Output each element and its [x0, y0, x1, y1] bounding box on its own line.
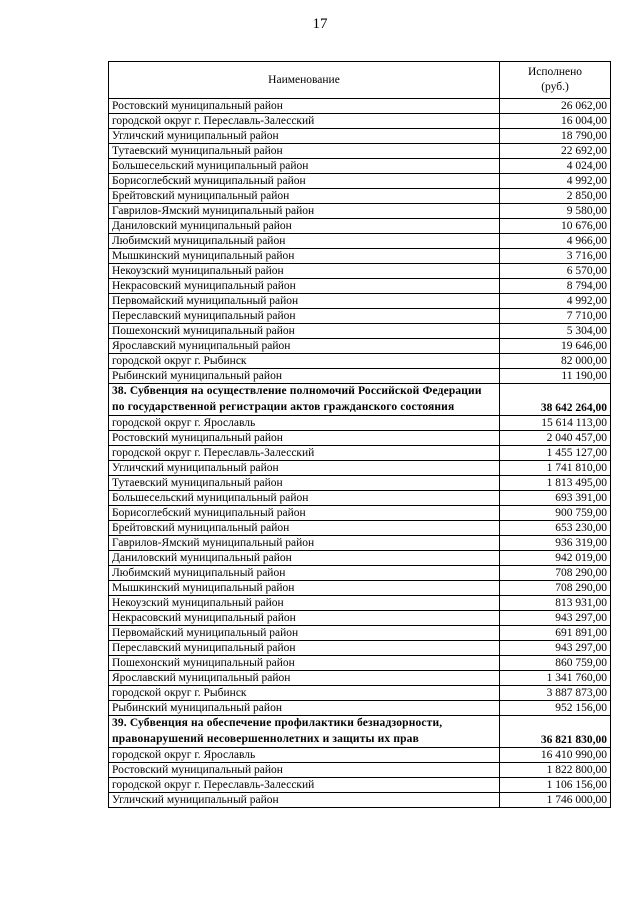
table-row	[109, 521, 611, 536]
row-name: Ярославский муниципальный район	[109, 339, 500, 354]
row-value: 708 290,00	[500, 581, 611, 596]
row-value: 1 822 800,00	[500, 763, 611, 778]
row-value: 813 931,00	[500, 596, 611, 611]
row-value: 693 391,00	[500, 491, 611, 506]
section-total: 36 821 830,00	[500, 716, 611, 748]
table-row	[109, 294, 611, 309]
table-row	[109, 581, 611, 596]
row-name: Некрасовский муниципальный район	[109, 279, 500, 294]
row-name: Даниловский муниципальный район	[109, 219, 500, 234]
row-value: 3 887 873,00	[500, 686, 611, 701]
row-name: городской округ г. Рыбинск	[109, 686, 500, 701]
row-value: 952 156,00	[500, 701, 611, 716]
row-value: 943 297,00	[500, 611, 611, 626]
row-value: 2 850,00	[500, 189, 611, 204]
row-name: Угличский муниципальный район	[109, 461, 500, 476]
row-value: 936 319,00	[500, 536, 611, 551]
row-value: 943 297,00	[500, 641, 611, 656]
row-name: городской округ г. Рыбинск	[109, 354, 500, 369]
row-name: Некрасовский муниципальный район	[109, 611, 500, 626]
row-value: 4 992,00	[500, 174, 611, 189]
header-name: Наименование	[109, 62, 500, 99]
table-row	[109, 536, 611, 551]
table-row	[109, 129, 611, 144]
row-value: 16 004,00	[500, 114, 611, 129]
table-row	[109, 99, 611, 114]
row-name: Некоузский муниципальный район	[109, 596, 500, 611]
table-body	[109, 99, 611, 808]
row-name: городской округ г. Переславль-Залесский	[109, 446, 500, 461]
row-name: Рыбинский муниципальный район	[109, 369, 500, 384]
table-row	[109, 279, 611, 294]
row-name: Тутаевский муниципальный район	[109, 144, 500, 159]
row-name: Первомайский муниципальный район	[109, 626, 500, 641]
row-name: Ростовский муниципальный район	[109, 99, 500, 114]
header-value-line1: Исполнено	[527, 66, 583, 78]
row-value: 5 304,00	[500, 324, 611, 339]
header-value-line2: (руб.)	[541, 81, 569, 93]
row-value: 3 716,00	[500, 249, 611, 264]
row-name: городской округ г. Переславль-Залесский	[109, 778, 500, 793]
row-value: 82 000,00	[500, 354, 611, 369]
table-row	[109, 144, 611, 159]
table-row	[109, 159, 611, 174]
row-name: Ростовский муниципальный район	[109, 763, 500, 778]
table-row	[109, 656, 611, 671]
row-value: 2 040 457,00	[500, 431, 611, 446]
row-value: 900 759,00	[500, 506, 611, 521]
row-value: 11 190,00	[500, 369, 611, 384]
table-row	[109, 476, 611, 491]
row-name: Ярославский муниципальный район	[109, 671, 500, 686]
table-row	[109, 671, 611, 686]
row-value: 16 410 990,00	[500, 748, 611, 763]
table-header-row	[109, 62, 611, 99]
row-value: 1 813 495,00	[500, 476, 611, 491]
row-name: Первомайский муниципальный район	[109, 294, 500, 309]
table-row	[109, 309, 611, 324]
table-row	[109, 324, 611, 339]
row-value: 6 570,00	[500, 264, 611, 279]
row-value: 942 019,00	[500, 551, 611, 566]
table-row	[109, 763, 611, 778]
table-row	[109, 641, 611, 656]
row-name: Даниловский муниципальный район	[109, 551, 500, 566]
row-value: 8 794,00	[500, 279, 611, 294]
section-row	[109, 384, 611, 416]
row-name: Угличский муниципальный район	[109, 129, 500, 144]
table-row	[109, 446, 611, 461]
row-name: Брейтовский муниципальный район	[109, 189, 500, 204]
section-title: 39. Субвенция на обеспечение профилактики безнадзорности, правонарушений несовершеннолетних и защиты их прав	[109, 716, 500, 748]
row-name: Борисоглебский муниципальный район	[109, 174, 500, 189]
table-row	[109, 701, 611, 716]
row-value: 9 580,00	[500, 204, 611, 219]
row-value: 1 455 127,00	[500, 446, 611, 461]
table-row	[109, 204, 611, 219]
table-row	[109, 219, 611, 234]
table-row	[109, 778, 611, 793]
row-name: городской округ г. Ярославль	[109, 748, 500, 763]
row-value: 4 992,00	[500, 294, 611, 309]
row-value: 19 646,00	[500, 339, 611, 354]
row-name: Борисоглебский муниципальный район	[109, 506, 500, 521]
row-value: 18 790,00	[500, 129, 611, 144]
row-name: Любимский муниципальный район	[109, 566, 500, 581]
budget-table	[108, 61, 611, 808]
row-name: Гаврилов-Ямский муниципальный район	[109, 536, 500, 551]
row-name: Пошехонский муниципальный район	[109, 656, 500, 671]
table-row	[109, 686, 611, 701]
row-name: Угличский муниципальный район	[109, 793, 500, 808]
table-row	[109, 748, 611, 763]
row-value: 4 966,00	[500, 234, 611, 249]
row-name: Мышкинский муниципальный район	[109, 249, 500, 264]
row-value: 4 024,00	[500, 159, 611, 174]
section-title: 38. Субвенция на осуществление полномочий Российской Федерации по государственной регистрации актов гражданского состояния	[109, 384, 500, 416]
row-name: Гаврилов-Ямский муниципальный район	[109, 204, 500, 219]
table-row	[109, 596, 611, 611]
row-name: Тутаевский муниципальный район	[109, 476, 500, 491]
table-row	[109, 491, 611, 506]
row-value: 26 062,00	[500, 99, 611, 114]
row-name: Большесельский муниципальный район	[109, 159, 500, 174]
row-value: 1 741 810,00	[500, 461, 611, 476]
row-value: 1 106 156,00	[500, 778, 611, 793]
row-value: 1 746 000,00	[500, 793, 611, 808]
table-row	[109, 189, 611, 204]
row-value: 691 891,00	[500, 626, 611, 641]
table-row	[109, 611, 611, 626]
table-row	[109, 461, 611, 476]
table-row	[109, 626, 611, 641]
row-name: Брейтовский муниципальный район	[109, 521, 500, 536]
table-row	[109, 369, 611, 384]
row-name: Рыбинский муниципальный район	[109, 701, 500, 716]
table-row	[109, 264, 611, 279]
row-name: Переславский муниципальный район	[109, 309, 500, 324]
table-row	[109, 551, 611, 566]
header-value	[500, 62, 611, 99]
row-name: Мышкинский муниципальный район	[109, 581, 500, 596]
row-name: Переславский муниципальный район	[109, 641, 500, 656]
page-number: 17	[312, 16, 328, 32]
row-value: 7 710,00	[500, 309, 611, 324]
row-name: Большесельский муниципальный район	[109, 491, 500, 506]
section-total: 38 642 264,00	[500, 384, 611, 416]
row-value: 860 759,00	[500, 656, 611, 671]
section-row	[109, 716, 611, 748]
row-value: 708 290,00	[500, 566, 611, 581]
row-value: 22 692,00	[500, 144, 611, 159]
table-row	[109, 431, 611, 446]
table-row	[109, 416, 611, 431]
table-row	[109, 793, 611, 808]
row-name: Некоузский муниципальный район	[109, 264, 500, 279]
table-row	[109, 114, 611, 129]
row-value: 653 230,00	[500, 521, 611, 536]
table-row	[109, 249, 611, 264]
table-row	[109, 506, 611, 521]
table-row	[109, 339, 611, 354]
row-name: Любимский муниципальный район	[109, 234, 500, 249]
table-row	[109, 354, 611, 369]
row-value: 1 341 760,00	[500, 671, 611, 686]
row-value: 10 676,00	[500, 219, 611, 234]
table-row	[109, 234, 611, 249]
row-name: Пошехонский муниципальный район	[109, 324, 500, 339]
row-name: городской округ г. Ярославль	[109, 416, 500, 431]
row-value: 15 614 113,00	[500, 416, 611, 431]
table-row	[109, 174, 611, 189]
row-name: Ростовский муниципальный район	[109, 431, 500, 446]
row-name: городской округ г. Переславль-Залесский	[109, 114, 500, 129]
table-row	[109, 566, 611, 581]
